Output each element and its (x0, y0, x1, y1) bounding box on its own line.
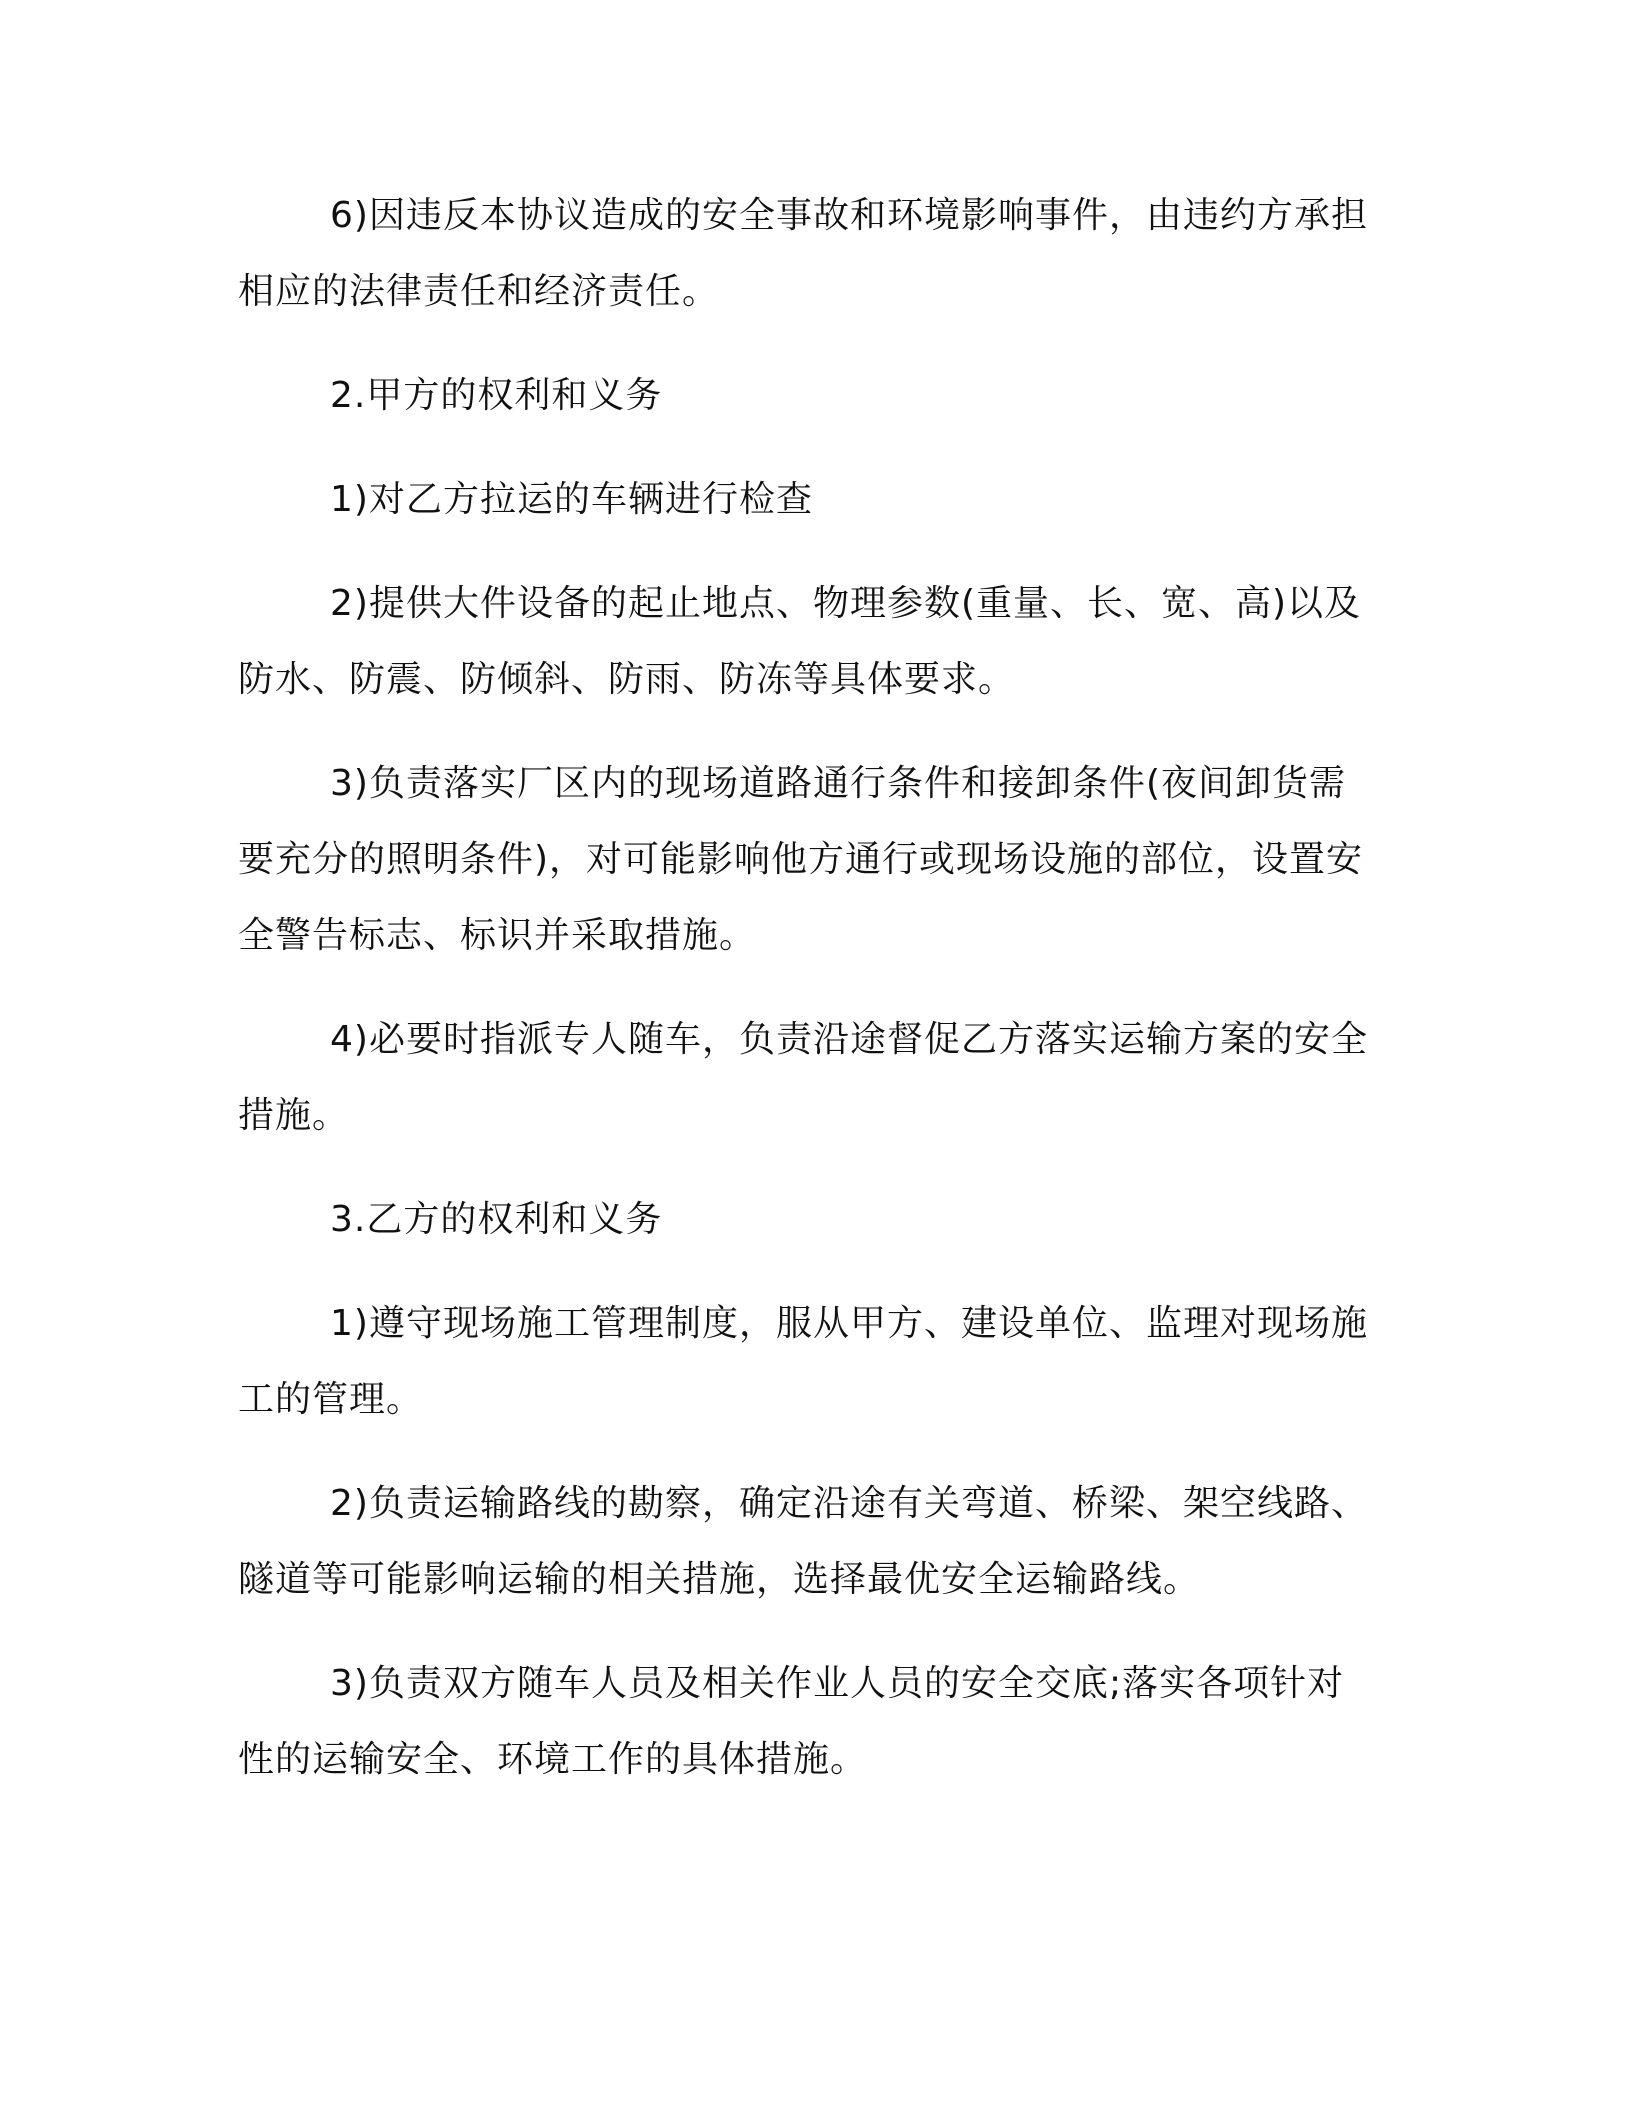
clause-6-liability: 6)因违反本协议造成的安全事故和环境影响事件，由违约方承担相应的法律责任和经济责任。 (238, 195, 1368, 312)
clause-party-a-4: 4)必要时指派专人随车，负责沿途督促乙方落实运输方案的安全措施。 (238, 1019, 1368, 1136)
clause-party-b-2: 2)负责运输路线的勘察，确定沿途有关弯道、桥梁、架空线路、隧道等可能影响运输的相关措施，选择最优安全运输路线。 (238, 1483, 1368, 1600)
section-heading-party-b: 3.乙方的权利和义务 (330, 1199, 663, 1240)
clause-party-b-1: 1)遵守现场施工管理制度，服从甲方、建设单位、监理对现场施工的管理。 (238, 1303, 1368, 1420)
document-page (238, 178, 1378, 1826)
clause-party-b-3: 3)负责双方随车人员及相关作业人员的安全交底;落实各项针对性的运输安全、环境工作的具体措施。 (238, 1663, 1345, 1780)
clause-party-a-3: 3)负责落实厂区内的现场道路通行条件和接卸条件(夜间卸货需要充分的照明条件)，对可能影响他方通行或现场设施的部位，设置安全警告标志、标识并采取措施。 (238, 763, 1364, 956)
clause-party-a-1: 1)对乙方拉运的车辆进行检查 (330, 479, 813, 520)
clause-party-a-2: 2)提供大件设备的起止地点、物理参数(重量、长、宽、高)以及防水、防震、防倾斜、防雨、防冻等具体要求。 (238, 583, 1362, 700)
section-heading-party-a: 2.甲方的权利和义务 (330, 375, 663, 416)
